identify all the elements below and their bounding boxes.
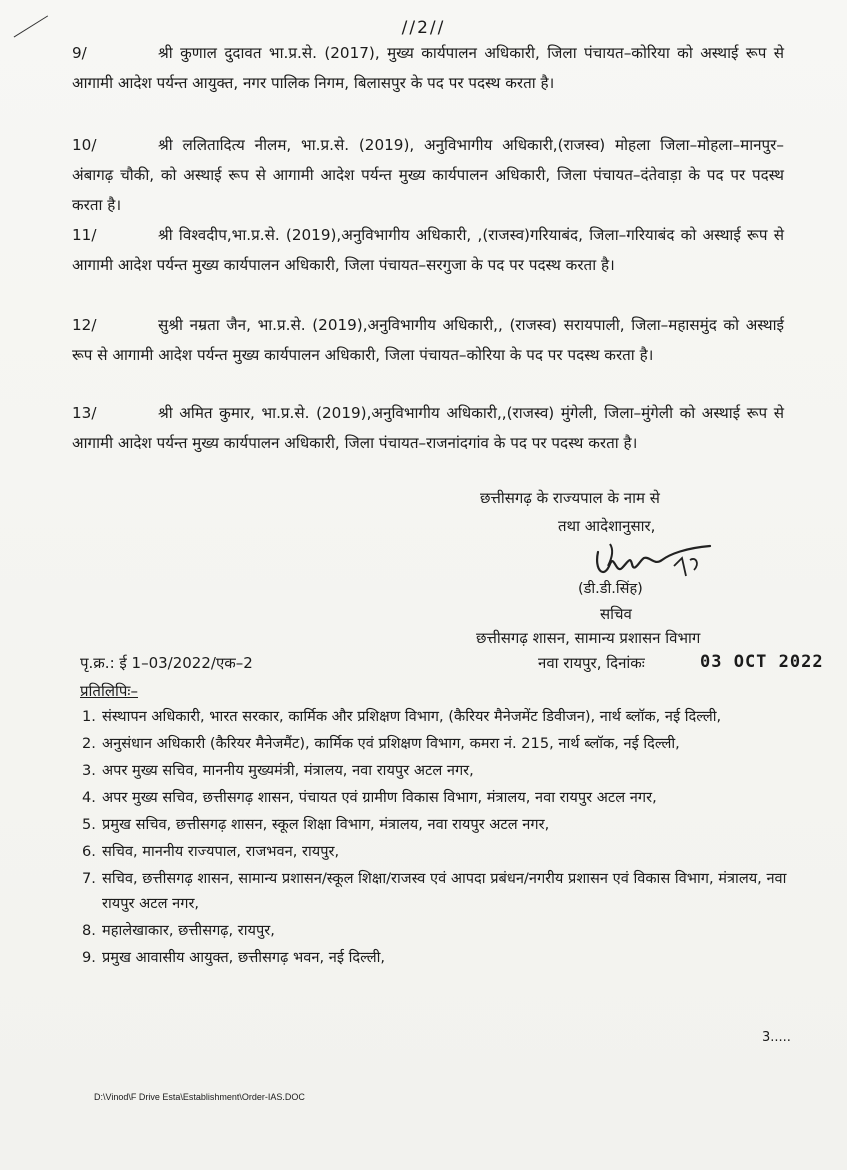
signatory-name: (डी.डी.सिंह) <box>578 581 643 597</box>
list-item <box>80 785 792 810</box>
reference-number: पृ.क्र.: ई 1–03/2022/एक–2 <box>80 654 253 672</box>
list-item-number: 7. <box>82 870 96 887</box>
signatory-department: छत्तीसगढ़ शासन, सामान्य प्रशासन विभाग <box>476 629 701 647</box>
order-paragraph-10 <box>72 130 784 220</box>
list-item <box>80 839 792 864</box>
paragraph-text: श्री कुणाल दुदावत भा.प्र.से. (2017), मुख्य कार्यपालन अधिकारी, जिला पंचायत–कोरिया को अस्थाई रूप से आगामी आदेश पर्यन्त आयुक्त, नगर पालिक निगम, बिलासपुर के पद पर पदस्थ करता है। <box>72 44 784 92</box>
list-item-number: 2. <box>82 735 96 752</box>
copy-recipient-list <box>80 704 792 972</box>
paragraph-number: 9/ <box>72 44 87 62</box>
list-item <box>80 945 792 970</box>
list-item <box>80 866 792 916</box>
paragraph-text: सुश्री नम्रता जैन, भा.प्र.से. (2019),अनुविभागीय अधिकारी,, (राजस्व) सरायपाली, जिला–महासमुंद को अस्थाई रूप से आगामी आदेश पर्यन्त मुख्य कार्यपालन अधिकारी, जिला पंचायत–कोरिया के पद पर पदस्थ करता है। <box>72 316 784 364</box>
list-item-text: अनुसंधान अधिकारी (कैरियर मैनेजमैंट), कार्मिक एवं प्रशिक्षण विभाग, कमरा नं. 215, नार्थ ब्लॉक, नई दिल्ली, <box>102 735 680 752</box>
reference-place: नवा रायपुर, दिनांकः <box>538 654 645 672</box>
order-paragraph-9 <box>72 38 784 98</box>
paragraph-text: श्री ललितादित्य नीलम, भा.प्र.से. (2019), अनुविभागीय अधिकारी,(राजस्व) मोहला जिला–मोहला–मानपुर–अंबागढ़ चौकी, को अस्थाई रूप से आगामी आदेश पर्यन्त मुख्य कार्यपालन अधिकारी, जिला पंचायत–दंतेवाड़ा के पद पर पदस्थ करता है। <box>72 136 784 214</box>
list-item-text: अपर मुख्य सचिव, माननीय मुख्यमंत्री, मंत्रालय, नवा रायपुर अटल नगर, <box>102 762 474 779</box>
list-item <box>80 812 792 837</box>
paragraph-number: 12/ <box>72 316 97 334</box>
list-item-text: प्रमुख सचिव, छत्तीसगढ़ शासन, स्कूल शिक्षा विभाग, मंत्रालय, नवा रायपुर अटल नगर, <box>102 816 550 833</box>
list-item-number: 8. <box>82 922 96 939</box>
list-item-text: सचिव, छत्तीसगढ़ शासन, सामान्य प्रशासन/स्कूल शिक्षा/राजस्व एवं आपदा प्रबंधन/नगरीय प्रशासन एवं विकास विभाग, मंत्रालय, नवा रायपुर अटल नगर, <box>102 870 787 912</box>
list-item-number: 5. <box>82 816 96 833</box>
list-item-number: 1. <box>82 708 96 725</box>
continued-marker: 3..... <box>762 1030 791 1045</box>
page-number: //2// <box>401 18 446 38</box>
order-paragraph-11 <box>72 220 784 280</box>
list-item-text: प्रमुख आवासीय आयुक्त, छत्तीसगढ़ भवन, नई दिल्ली, <box>102 949 386 966</box>
list-item <box>80 918 792 943</box>
list-item-number: 6. <box>82 843 96 860</box>
paragraph-number: 11/ <box>72 226 97 244</box>
footer-file-path: D:\Vinod\F Drive Esta\Establishment\Order-IAS.DOC <box>94 1092 305 1102</box>
paragraph-number: 13/ <box>72 404 97 422</box>
list-item-text: महालेखाकार, छत्तीसगढ़, रायपुर, <box>102 922 275 939</box>
date-stamp: 03 OCT 2022 <box>700 652 824 672</box>
list-item <box>80 731 792 756</box>
paragraph-text: श्री विश्वदीप,भा.प्र.से. (2019),अनुविभागीय अधिकारी, ,(राजस्व)गरियाबंद, जिला–गरियाबंद को अस्थाई रूप से आगामी आदेश पर्यन्त मुख्य कार्यपालन अधिकारी, जिला पंचायत–सरगुजा के पद पर पदस्थ करता है। <box>72 226 784 274</box>
list-item <box>80 704 792 729</box>
paragraph-text: श्री अमित कुमार, भा.प्र.से. (2019),अनुविभागीय अधिकारी,,(राजस्व) मुंगेली, जिला–मुंगेली को अस्थाई रूप से आगामी आदेश पर्यन्त मुख्य कार्यपालन अधिकारी, जिला पंचायत–राजनांदगांव के पद पर पदस्थ करता है। <box>72 404 784 452</box>
order-paragraph-12 <box>72 310 784 370</box>
copy-heading: प्रतिलिपिः– <box>80 682 138 700</box>
list-item <box>80 758 792 783</box>
paragraph-number: 10/ <box>72 136 97 154</box>
signature-authority-line: छत्तीसगढ़ के राज्यपाल के नाम से <box>480 489 660 507</box>
list-item-text: सचिव, माननीय राज्यपाल, राजभवन, रायपुर, <box>102 843 340 860</box>
list-item-text: संस्थापन अधिकारी, भारत सरकार, कार्मिक और प्रशिक्षण विभाग, (कैरियर मैनेजमेंट डिवीजन), नार्थ ब्लॉक, नई दिल्ली, <box>102 708 722 725</box>
order-paragraph-13 <box>72 398 784 458</box>
signatory-designation: सचिव <box>600 605 632 623</box>
list-item-number: 4. <box>82 789 96 806</box>
list-item-number: 3. <box>82 762 96 779</box>
list-item-text: अपर मुख्य सचिव, छत्तीसगढ़ शासन, पंचायत एवं ग्रामीण विकास विभाग, मंत्रालय, नवा रायपुर अटल नगर, <box>102 789 657 806</box>
signature-order-line: तथा आदेशानुसार, <box>558 517 656 535</box>
list-item-number: 9. <box>82 949 96 966</box>
